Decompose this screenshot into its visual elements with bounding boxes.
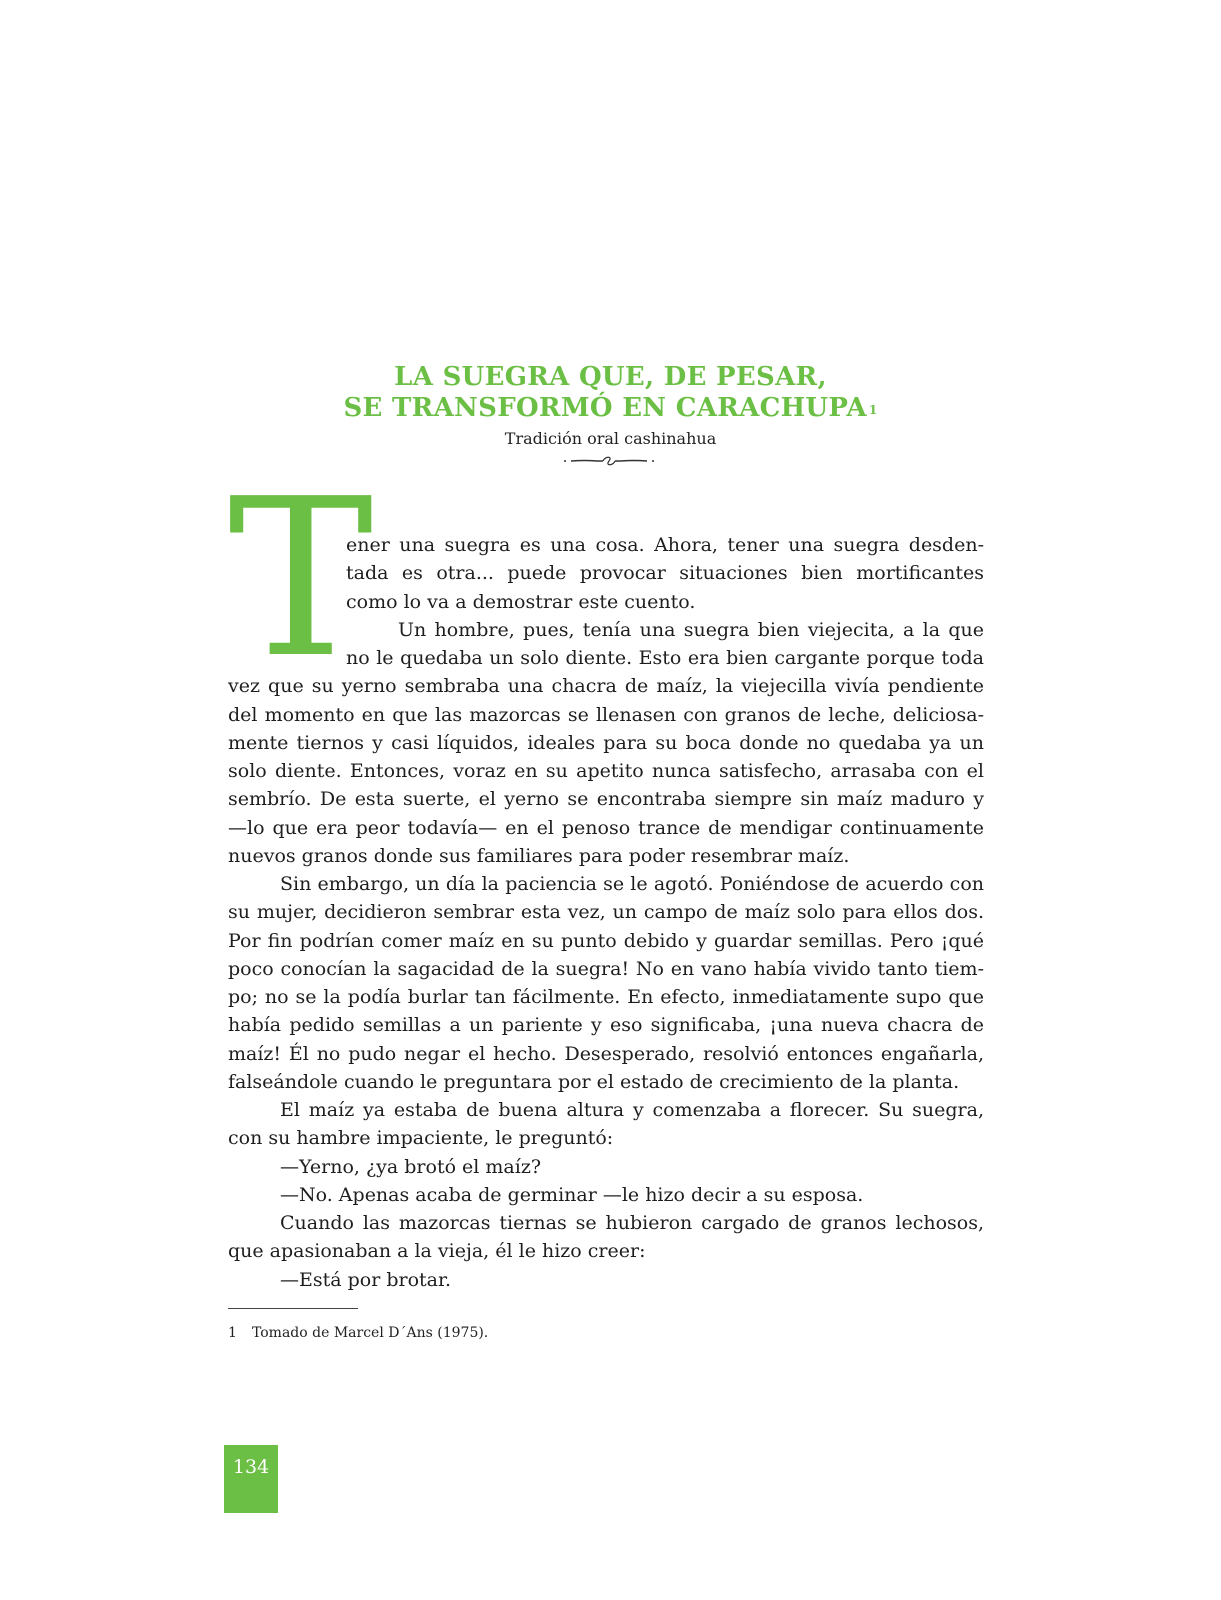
body-line: falseándole cuando le preguntara por el estado de crecimiento de la planta. — [228, 1070, 960, 1093]
body-line: del momento en que las mazorcas se llenasen con granos de leche, deliciosa- — [228, 703, 984, 726]
footnote-text: Tomado de Marcel D´Ans (1975). — [252, 1325, 489, 1341]
story-subtitle: Tradición oral cashinahua — [504, 429, 717, 448]
page-number-box — [224, 1445, 278, 1513]
body-line: vez que su yerno sembraba una chacra de maíz, la viejecilla vivía pendiente — [228, 675, 984, 698]
title-footnote-marker[interactable]: 1 — [868, 403, 878, 417]
body-line: El maíz ya estaba de buena altura y comenzaba a florecer. Su suegra, — [280, 1099, 984, 1121]
body-line: Un hombre, pues, tenía una suegra bien viejecita, a la que — [398, 618, 984, 641]
story-title-line-2-text: SE TRANSFORMÓ EN CARACHUPA — [343, 393, 867, 423]
footnote — [228, 1325, 488, 1341]
body-line: po; no se la podía burlar tan fácilmente. En efecto, inmediatamente supo que — [228, 986, 984, 1008]
body-line: poco conocían la sagacidad de la suegra! No en vano había vivido tanto tiem- — [228, 957, 984, 980]
body-line: su mujer, decidieron sembrar esta vez, un campo de maíz solo para ellos dos. — [228, 901, 984, 924]
dialogue-line: —Está por brotar. — [280, 1268, 452, 1291]
body-line: ener una suegra es una cosa. Ahora, tener una suegra desden- — [346, 534, 984, 556]
body-line: mente tiernos y casi líquidos, ideales para su boca donde no quedaba ya un — [228, 731, 984, 754]
body-line: nuevos granos donde sus familiares para poder resembrar maíz. — [228, 844, 850, 867]
body-line: con su hambre impaciente, le preguntó: — [228, 1127, 614, 1150]
body-line: maíz! Él no pudo negar el hecho. Desesperado, resolvió entonces engañarla, — [228, 1042, 984, 1065]
body-line: Cuando las mazorcas tiernas se hubieron cargado de granos lechosos, — [280, 1212, 984, 1234]
dialogue-line: —No. Apenas acaba de germinar —le hizo decir a su esposa. — [280, 1183, 864, 1206]
dialogue-line: —Yerno, ¿ya brotó el maíz? — [280, 1155, 542, 1178]
story-title — [0, 362, 1221, 424]
body-line: Sin embargo, un día la paciencia se le agotó. Poniéndose de acuerdo con — [280, 873, 984, 895]
body-line: solo diente. Entonces, voraz en su apetito nunca satisfecho, arrasaba con el — [228, 760, 984, 782]
body-line: como lo va a demostrar este cuento. — [346, 590, 696, 613]
story-title-line-1: LA SUEGRA QUE, DE PESAR, — [394, 362, 827, 392]
body-line: —lo que era peor todavía— en el penoso trance de mendigar continuamente — [228, 816, 984, 839]
flourish-divider-icon — [563, 455, 655, 467]
body-line: había pedido semillas a un pariente y eso significaba, ¡una nueva chacra de — [228, 1014, 984, 1037]
story-body — [228, 531, 984, 1294]
body-line: sembrío. De esta suerte, el yerno se encontraba siempre sin maíz maduro y — [228, 788, 984, 811]
drop-cap-letter: T — [228, 453, 374, 706]
body-line: Por fin podrían comer maíz en su punto debido y guardar semillas. Pero ¡qué — [228, 929, 984, 952]
page-number: 134 — [232, 1456, 270, 1478]
story-title-line-2 — [0, 393, 1221, 424]
body-line: que apasionaban a la vieja, él le hizo creer: — [228, 1240, 646, 1263]
footnote-divider — [228, 1308, 358, 1309]
body-line: tada es otra... puede provocar situaciones bien mortificantes — [346, 562, 984, 585]
body-line: no le quedaba un solo diente. Esto era bien cargante porque toda — [346, 647, 984, 669]
footnote-number: 1 — [228, 1325, 237, 1341]
